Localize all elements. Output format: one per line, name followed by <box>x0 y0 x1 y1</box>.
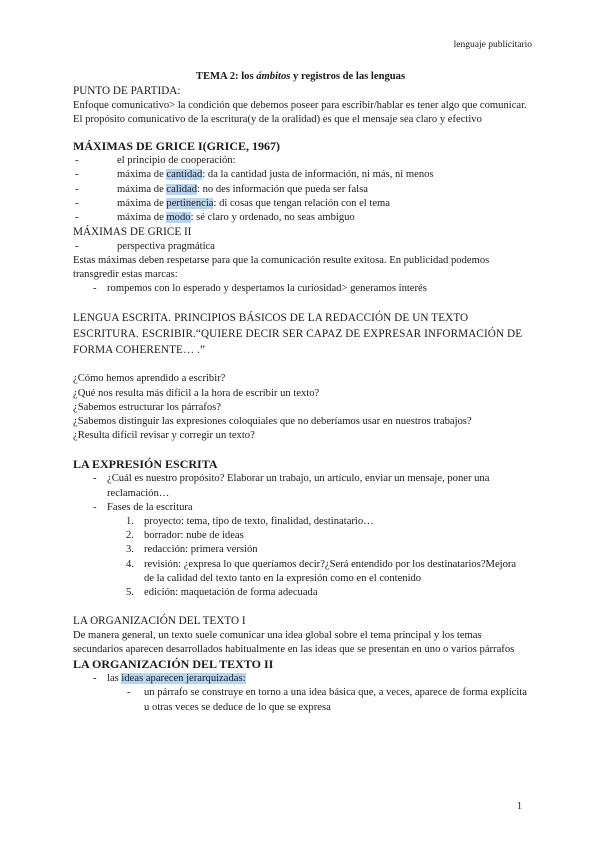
page-number: 1 <box>517 801 522 812</box>
list-item: 5. edición: maquetación de forma adecuada <box>126 587 318 599</box>
list-item: 2. borrador: nube de ideas <box>126 530 244 542</box>
punto-partida-heading: PUNTO DE PARTIDA: <box>73 85 181 98</box>
highlight: ideas aparecen jerarquizadas: <box>121 673 246 685</box>
organizacion-1-text: De manera general, un texto suele comunicar una idea global sobre el tema principal y los temas secundarios aparecen desarrollados habitualmente en las ideas que se presentan en uno o varios párrafos <box>73 629 515 655</box>
grice-2-list <box>73 240 528 254</box>
organizacion-2-sublist <box>73 686 528 714</box>
highlight: modo <box>166 211 191 223</box>
highlight: calidad <box>166 183 198 195</box>
list-item: - ¿Cuál es nuestro propósito? Elaborar un trabajo, un artículo, enviar un mensaje, poner una reclamación… <box>93 473 490 499</box>
list-item: - las ideas aparecen jerarquizadas: <box>93 673 246 685</box>
list-item: - el principio de cooperación: <box>75 155 236 167</box>
list-item: - máxima de pertinencia: di cosas que tengan relación con el tema <box>75 197 390 209</box>
highlight: cantidad <box>166 169 203 181</box>
expresion-list <box>73 472 528 515</box>
questions-block <box>73 372 528 443</box>
organizacion-2-heading: LA ORGANIZACIÓN DEL TEXTO II <box>73 657 274 672</box>
list-item: - máxima de modo: sé claro y ordenado, no seas ambiguo <box>75 211 355 223</box>
question: ¿Resulta difícil revisar y corregir un texto? <box>73 430 255 442</box>
list-item: 1. proyecto: tema, tipo de texto, finalidad, destinatario… <box>126 516 374 528</box>
list-item: 3. redacción: primera versión <box>126 544 258 556</box>
question: ¿Sabemos estructurar los párrafos? <box>73 401 221 413</box>
organizacion-1-heading: LA ORGANIZACIÓN DEL TEXTO I <box>73 615 246 628</box>
list-item: - máxima de calidad: no des información que pueda ser falsa <box>75 183 368 195</box>
organizacion-2-list <box>73 672 528 686</box>
running-header: lenguaje publicitario <box>453 40 532 50</box>
list-item: - perspectiva pragmática <box>75 240 215 252</box>
grice-2-sublist <box>73 282 528 296</box>
document-title: TEMA 2: los ámbitos y registros de las lenguas <box>195 71 406 82</box>
list-item: - Fases de la escritura <box>93 501 193 513</box>
fases-list <box>73 515 528 600</box>
grice-2-text: Estas máximas deben respetarse para que la comunicación resulte exitosa. En publicidad podemos transgredir estas marcas: <box>73 254 490 281</box>
list-item: - máxima de cantidad: da la cantidad justa de información, ni más, ni menos <box>75 169 434 181</box>
grice-1-list <box>73 154 528 225</box>
list-item: - rompemos con lo esperado y despertamos la curiosidad> generamos interés <box>93 283 427 295</box>
question: ¿Qué nos resulta más difícil a la hora de escribir un texto? <box>73 387 320 399</box>
punto-partida-text: Enfoque comunicativo> la condición que debemos poseer para escribir/hablar es tener algo que comunicar. El propósito comunicativo de la escritura(y de la oralidad) es que el mensaje sea claro y efectivo <box>73 99 527 125</box>
list-item: 4. revisión: ¿expresa lo que queríamos decir?¿Será entendido por los destinatarios?Mejora de la calidad del texto tanto en la expresión como en el contenido <box>126 558 517 584</box>
grice-2-heading: MÁXIMAS DE GRICE II <box>73 226 192 239</box>
list-item: - un párrafo se construye en torno a una idea básica que, a veces, aparece de forma explícita u otras veces se deduce de lo que se expresa <box>127 687 527 713</box>
grice-1-heading: MÁXIMAS DE GRICE I(GRICE, 1967) <box>73 139 281 154</box>
question: ¿Sabemos distinguir las expresiones coloquiales que no deberíamos usar en nuestros trabajos? <box>73 416 472 428</box>
question: ¿Cómo hemos aprendido a escribir? <box>73 373 226 385</box>
document-body <box>73 70 528 715</box>
expresion-escrita-heading: LA EXPRESIÓN ESCRITA <box>73 457 218 472</box>
lengua-escrita-heading: LENGUA ESCRITA. PRINCIPIOS BÁSICOS DE LA REDACCIÓN DE UN TEXTO ESCRITURA. ESCRIBIR.“QUIERE DECIR SER CAPAZ DE EXPRESAR INFORMACIÓN DE FORMA COHERENTE… .” <box>73 312 523 357</box>
highlight: pertinencia <box>166 197 214 209</box>
